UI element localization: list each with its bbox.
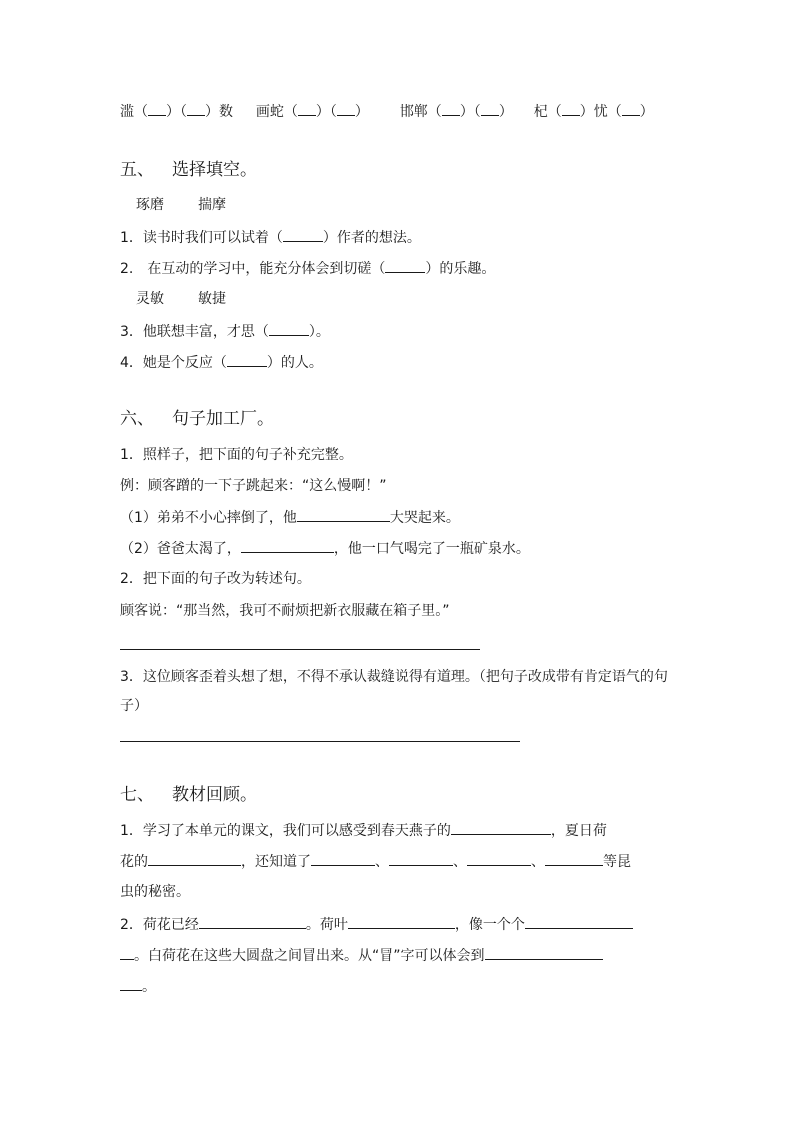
blank[interactable]	[525, 914, 633, 929]
blank[interactable]	[467, 851, 531, 866]
blank[interactable]	[385, 258, 425, 273]
blank[interactable]	[199, 914, 306, 929]
example-sentence: 例：顾客蹭的一下子跳起来：“这么慢啊！”	[120, 478, 387, 494]
blank[interactable]	[348, 914, 455, 929]
question-7-2-line-1: 2．荷花已经 。荷叶 ，像一个个	[120, 914, 633, 935]
question-6-1-a: （1）弟弟不小心摔倒了，他 大哭起来。	[120, 507, 460, 528]
question-7-1-line-3: 虫的秘密。	[120, 884, 190, 900]
answer-line[interactable]	[120, 741, 520, 742]
section-7-heading: 七、 教材回顾。	[120, 785, 257, 805]
blank[interactable]	[120, 976, 142, 991]
question-5-4: 4．她是个反应（ ）的人。	[120, 352, 323, 373]
section-6-heading: 六、 句子加工厂。	[120, 409, 274, 429]
idiom-fill-line: 滥（ ）（ ）数 画蛇（ ）（ ） 邯郸（ ）（ ） 杞（ ）忧（ ）	[120, 101, 654, 122]
blank[interactable]	[241, 538, 334, 553]
answer-line[interactable]	[120, 649, 480, 650]
blank[interactable]	[298, 101, 316, 116]
word-group-2: 灵敏 敏捷	[136, 291, 226, 307]
blank[interactable]	[622, 101, 640, 116]
blank[interactable]	[187, 101, 205, 116]
blank[interactable]	[283, 227, 323, 242]
question-6-2: 2．把下面的句子改为转述句。	[120, 571, 311, 587]
question-5-1: 1．读书时我们可以试着（ ）作者的想法。	[120, 227, 421, 248]
word-group-1: 琢磨 揣摩	[136, 197, 226, 213]
question-7-1-line-2: 花的 ，还知道了 、 、 、 等昆	[120, 851, 631, 872]
question-5-3: 3．他联想丰富，才思（ ）。	[120, 321, 330, 342]
question-6-1-b: （2）爸爸太渴了， ，他一口气喝完了一瓶矿泉水。	[120, 538, 530, 559]
blank[interactable]	[269, 321, 309, 336]
blank[interactable]	[485, 945, 603, 960]
blank[interactable]	[120, 945, 134, 960]
question-6-1: 1．照样子，把下面的句子补充完整。	[120, 447, 353, 463]
question-6-3: 3．这位顾客歪着头想了想，不得不承认裁缝说得有道理。（把句子改成带有肯定语气的句子）	[120, 669, 668, 714]
section-5-heading: 五、 选择填空。	[120, 160, 257, 180]
question-7-2-line-2: 。白荷花在这些大圆盘之间冒出来。从“冒”字可以体会到	[120, 945, 603, 966]
question-5-2: 2. 在互动的学习中，能充分体会到切磋（ ）的乐趣。	[120, 258, 495, 279]
question-7-2-line-3: 。	[120, 976, 156, 997]
blank[interactable]	[311, 851, 375, 866]
question-7-1-line-1: 1．学习了本单元的课文，我们可以感受到春天燕子的 ，夏日荷	[120, 820, 607, 841]
blank[interactable]	[545, 851, 603, 866]
quote-sentence: 顾客说：“那当然，我可不耐烦把新衣服藏在箱子里。”	[120, 603, 450, 619]
blank[interactable]	[451, 820, 551, 835]
blank[interactable]	[481, 101, 499, 116]
blank[interactable]	[442, 101, 460, 116]
blank[interactable]	[227, 352, 267, 367]
blank[interactable]	[337, 101, 355, 116]
blank[interactable]	[148, 101, 166, 116]
blank[interactable]	[297, 507, 390, 522]
blank[interactable]	[148, 851, 241, 866]
blank[interactable]	[562, 101, 580, 116]
blank[interactable]	[389, 851, 453, 866]
